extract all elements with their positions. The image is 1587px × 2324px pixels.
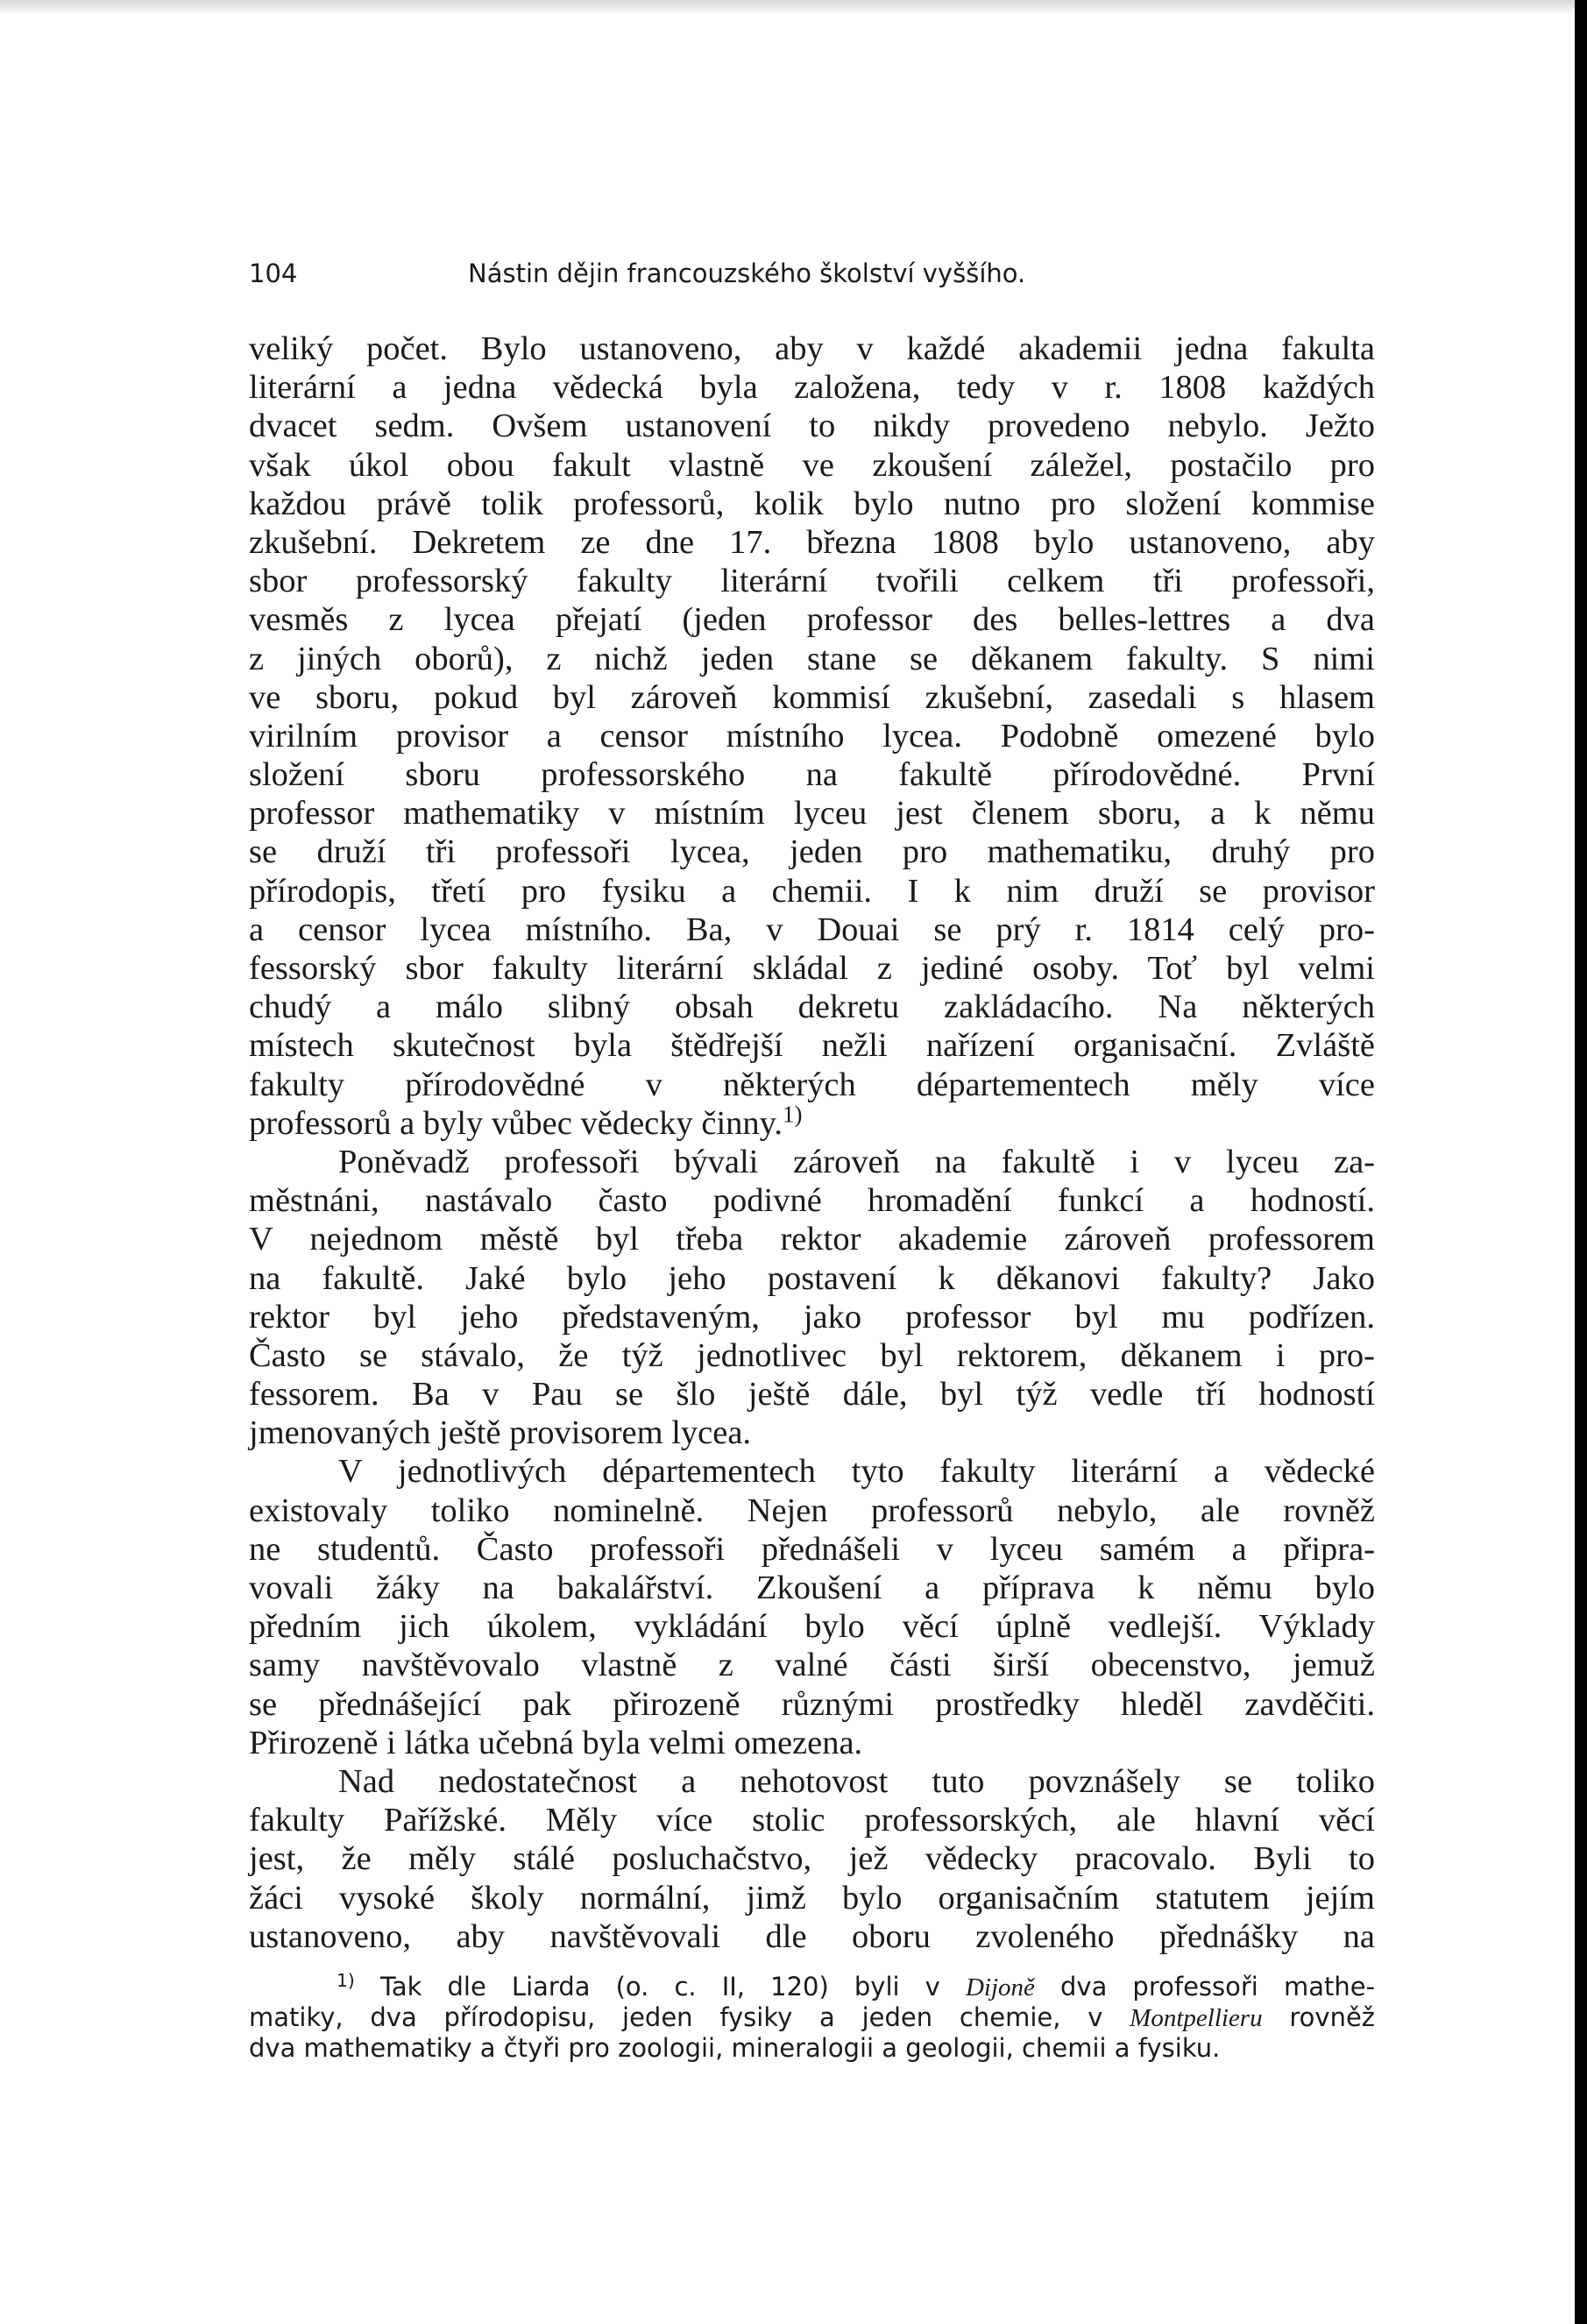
paragraph-end-line: Přirozeně i látka učebná byla velmi omezena. (249, 1724, 863, 1761)
text-line: žáci vysoké školy normální, jimž bylo organisačním statutem jejím (249, 1879, 1375, 1917)
text-line: veliký počet. Bylo ustanoveno, aby v každé akademii jedna fakulta (249, 330, 1375, 367)
text-line: ustanoveno, aby navštěvovali dle oboru zvoleného přednášky na (249, 1917, 1375, 1955)
text-line: dvacet sedm. Ovšem ustanovení to nikdy provedeno nebylo. Ježto (249, 407, 1375, 445)
text-line: na fakultě. Jaké bylo jeho postavení k děkanovi fakulty? Jako (249, 1259, 1375, 1297)
text-line: a censor lycea místního. Ba, v Douai se prý r. 1814 celý pro- (249, 910, 1375, 948)
text-line: sbor professorský fakulty literární tvořili celkem tři professoři, (249, 563, 1375, 600)
text-line: každou právě tolik professorů, kolik bylo nutno pro složení kommise (249, 485, 1375, 522)
footnote-text: Tak dle Liarda (o. c. II, 120) byli v (379, 1972, 940, 2002)
running-title: Nástin dějin francouzského školství vyššího. (468, 259, 1026, 288)
text-line: městnáni, nastávalo často podivné hromadění funkcí a hodností. (249, 1182, 1375, 1220)
text-line: Často se stávalo, že týž jednotlivec byl rektorem, děkanem i pro- (249, 1336, 1375, 1374)
text-line: fessorský sbor fakulty literární skládal z jediné osoby. Toť byl velmi (249, 950, 1375, 987)
text-line: však úkol obou fakult vlastně ve zkoušení záležel, postačilo pro (249, 446, 1375, 484)
paragraph-end-line: jmenovaných ještě provisorem lycea. (249, 1414, 752, 1452)
body-text (249, 329, 1375, 1956)
footnote-reference[interactable]: 1) (783, 1101, 803, 1128)
text-line: fakulty Pařížské. Měly více stolic professorských, ale hlavní věcí (249, 1802, 1375, 1839)
footnote-line (249, 2002, 1375, 2033)
text-line: místech skutečnost byla štědřejší nežli nařízení organisační. Zvláště (249, 1027, 1375, 1065)
text-line: fakulty přírodovědné v některých départementech měly více (249, 1066, 1375, 1103)
text-line: vesměs z lycea přejatí (jeden professor des belles-lettres a dva (249, 601, 1375, 639)
scan-right-edge (1575, 0, 1587, 2324)
text-line: ve sboru, pokud byl zároveň kommisí zkušební, zasedali s hlasem (249, 678, 1375, 716)
paragraph-end-line (249, 1101, 1375, 1143)
paragraph-start-line: V jednotlivých départementech tyto fakulty literární a vědecké (338, 1453, 1375, 1491)
scan-top-shadow (0, 0, 1587, 16)
text-line: z jiných oborů), z nichž jeden stane se děkanem fakulty. S nimi (249, 640, 1375, 677)
text-line: přírodopis, třetí pro fysiku a chemii. I k nim druží se provisor (249, 872, 1375, 910)
text-line: professorů a byly vůbec vědecky činny. (249, 1104, 783, 1142)
text-line: virilním provisor a censor místního lycea. Podobně omezené bylo (249, 717, 1375, 755)
text-line: předním jich úkolem, vykládání bylo věcí úplně vedlejší. Výklady (249, 1608, 1375, 1646)
paragraph-start-line: Nad nedostatečnost a nehotovost tuto povznášely se toliko (338, 1762, 1375, 1800)
footnote-line (249, 1969, 1376, 2002)
text-line: V nejednom městě byl třeba rektor akademie zároveň professorem (249, 1221, 1375, 1258)
text-line: ne studentů. Často professoři přednášeli v lyceu samém a připra- (249, 1530, 1375, 1568)
footnote-line: dva mathematiky a čtyři pro zoologii, mineralogii a geologii, chemii a fysiku. (249, 2033, 1221, 2063)
text-line: chudý a málo slibný obsah dekretu zakládacího. Na některých (249, 988, 1375, 1026)
text-line: jest, že měly stálé posluchačstvo, jež vědecky pracovalo. Byli to (249, 1840, 1375, 1878)
text-line: professor mathematiky v místním lyceu jest členem sboru, a k němu (249, 795, 1375, 833)
footnote-place-dijon: Dijoně (965, 1973, 1035, 2002)
text-line: se druží tři professoři lycea, jeden pro mathematiku, druhý pro (249, 833, 1375, 871)
text-line: samy navštěvovalo vlastně z valné části širší obecenstvo, jemuž (249, 1647, 1375, 1684)
footnote-text: matiky, dva přírodopisu, jeden fysiky a jeden chemie, v (249, 2002, 1103, 2032)
text-line: literární a jedna vědecká byla založena, tedy v r. 1808 každých (249, 369, 1375, 407)
footnote-text: dva professoři mathe- (1060, 1972, 1376, 2002)
text-line: se přednášející pak přirozeně různými prostředky hleděl zavděčiti. (249, 1685, 1375, 1723)
footnote (249, 1969, 1376, 2064)
page-number: 104 (249, 259, 298, 288)
text-line: existovaly toliko nominelně. Nejen professorů nebylo, ale rovněž (249, 1491, 1375, 1529)
footnote-place-montpellier: Montpellieru (1130, 2004, 1263, 2032)
footnote-marker: 1) (337, 1969, 355, 1991)
text-line: zkušební. Dekretem ze dne 17. března 1808 bylo ustanoveno, aby (249, 523, 1375, 561)
paragraph-start-line: Poněvadž professoři bývali zároveň na fakultě i v lyceu za- (338, 1143, 1375, 1180)
text-line: rektor byl jeho představeným, jako professor byl mu podřízen. (249, 1298, 1375, 1336)
text-line: vovali žáky na bakalářství. Zkoušení a příprava k němu bylo (249, 1569, 1375, 1606)
running-head (249, 256, 1230, 291)
footnote-text: rovněž (1289, 2002, 1376, 2032)
text-line: složení sboru professorského na fakultě přírodovědné. První (249, 756, 1375, 794)
text-line: fessorem. Ba v Pau se šlo ještě dále, byl týž vedle tří hodností (249, 1376, 1375, 1414)
